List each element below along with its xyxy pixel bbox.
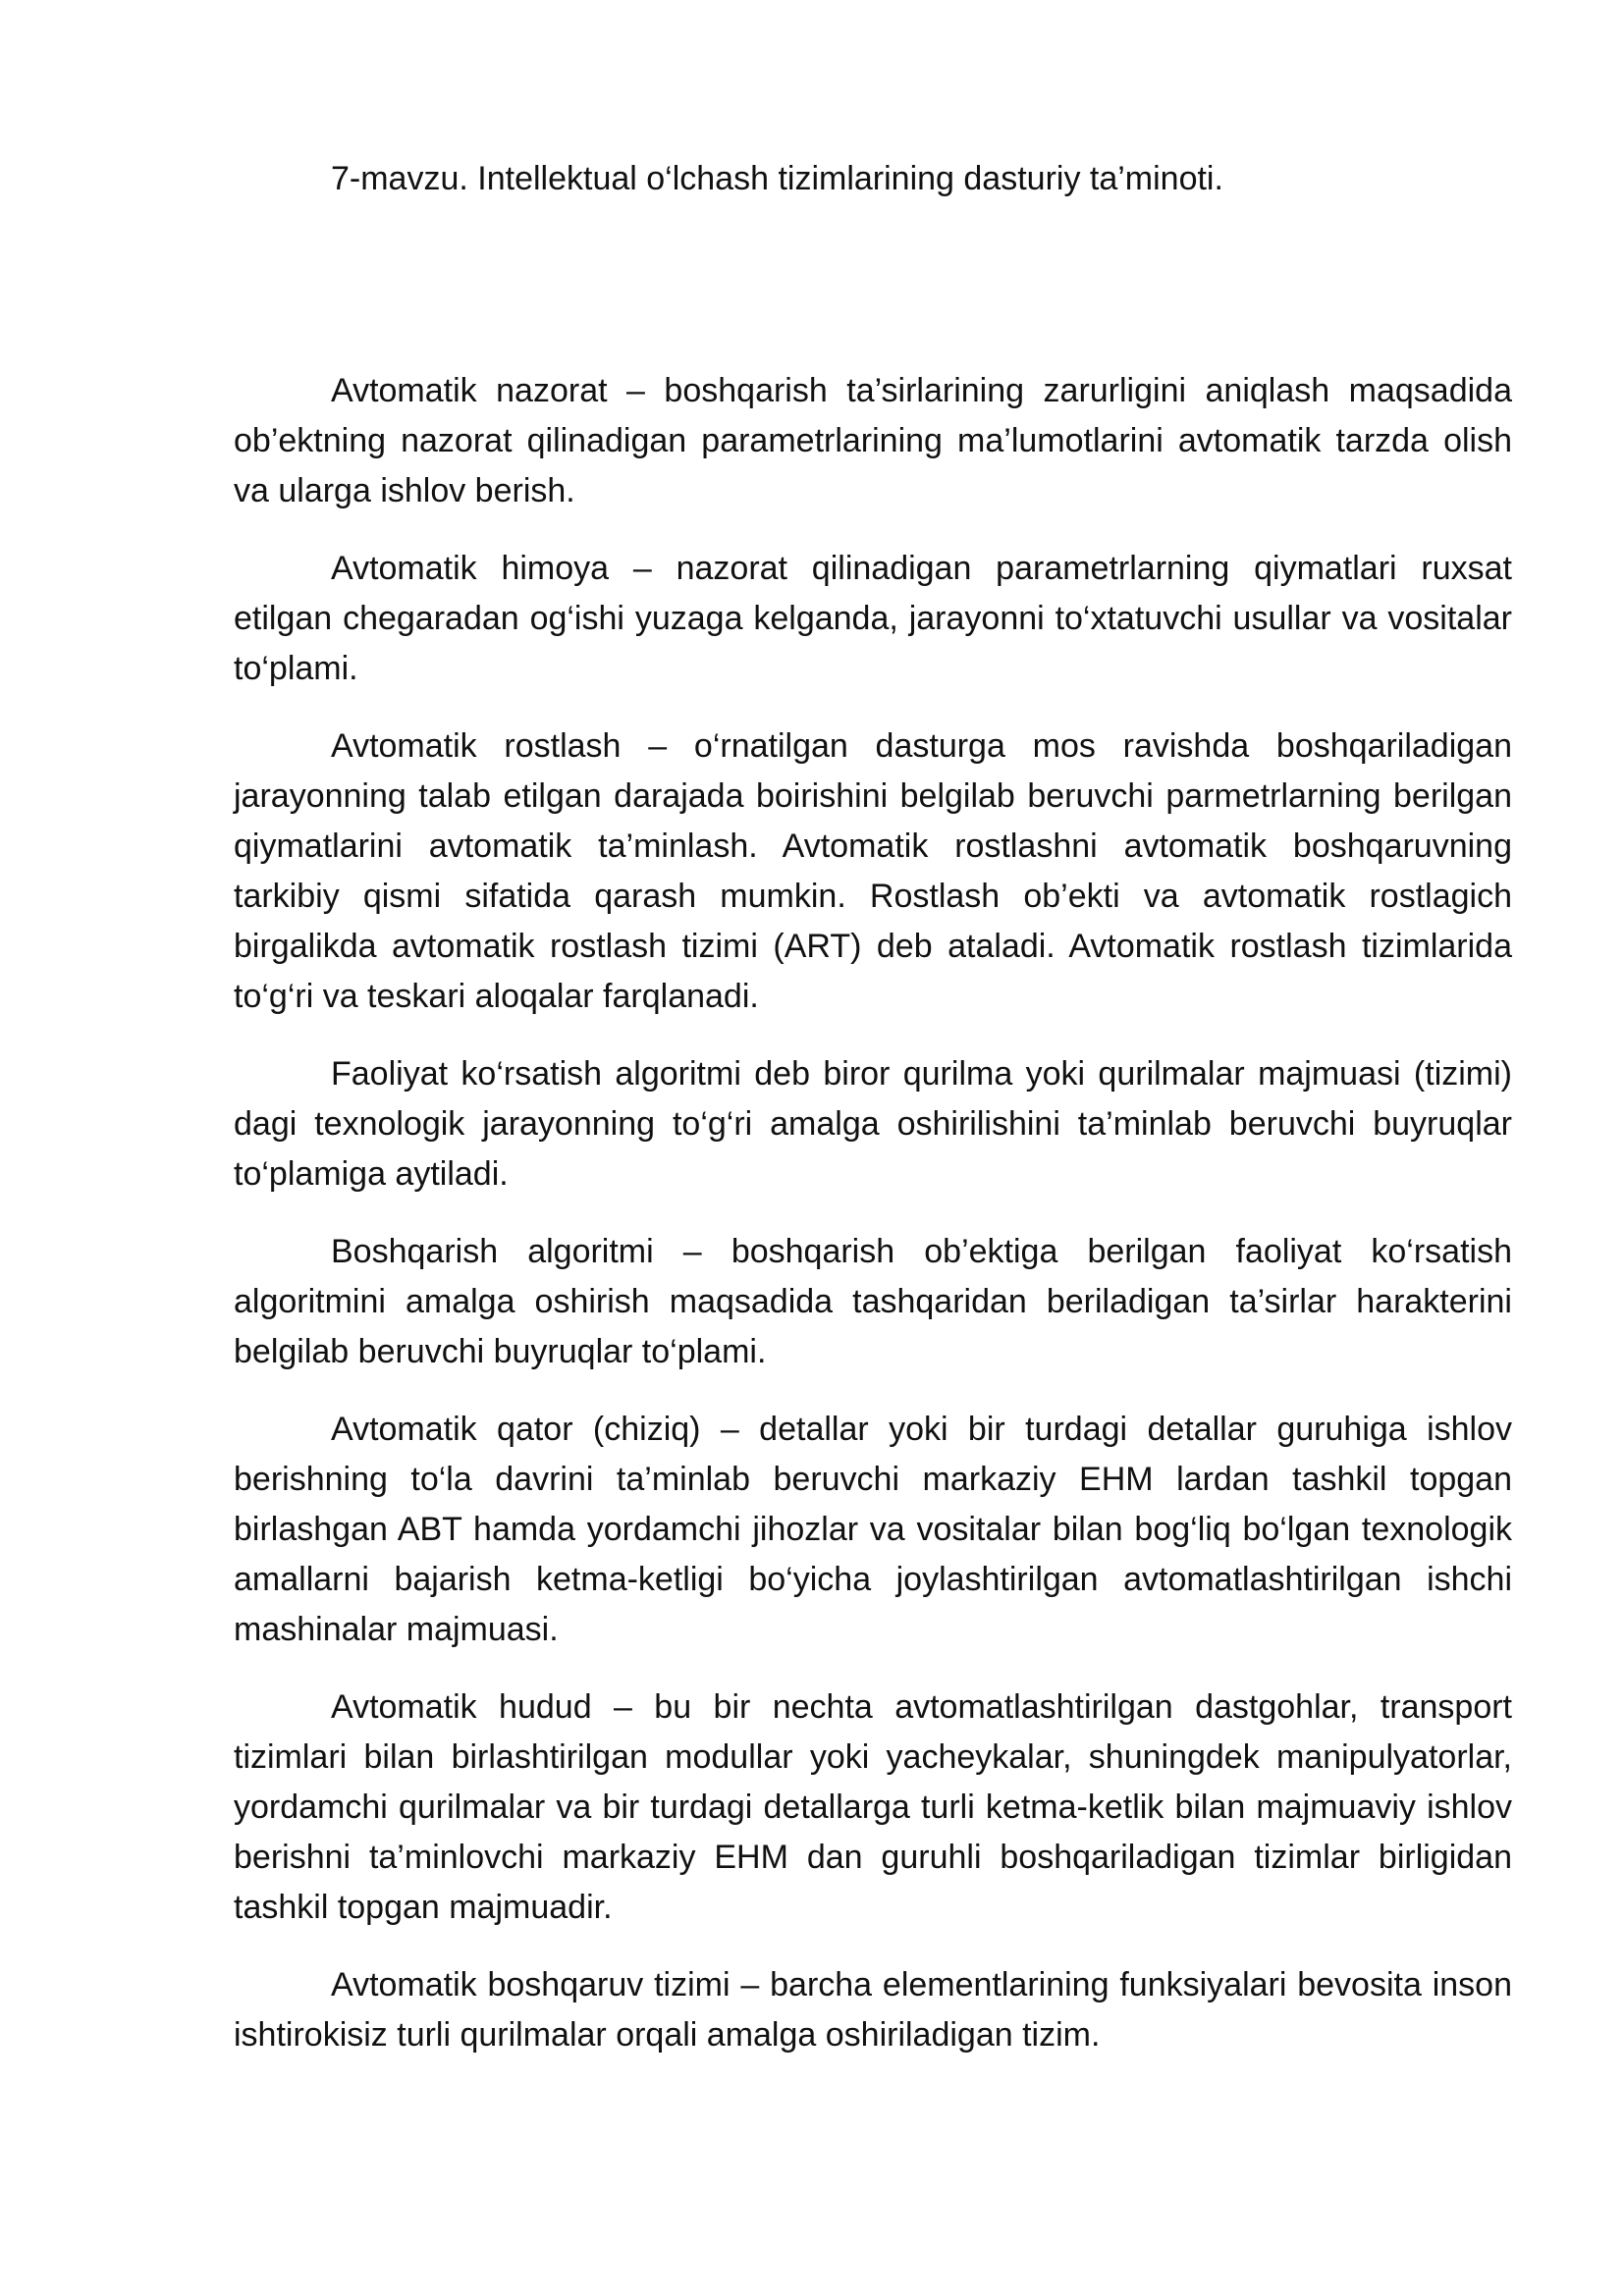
paragraph-avtomatik-qator: Avtomatik qator (chiziq) – detallar yoki bir turdagi detallar guruhiga ishlov berishning to‘la davrini ta’minlab beruvchi markaziy EHM lardan tashkil topgan birlashgan ABT hamda yordamchi jihozlar va vositalar bilan bog‘liq bo‘lgan texnologik amallarni bajarish ketma-ketligi bo‘yicha joylashtirilgan avtomatlashtirilgan ishchi mashinalar majmuasi. (234, 1411, 1512, 1648)
paragraph-faoliyat-algoritmi: Faoliyat ko‘rsatish algoritmi deb biror qurilma yoki qurilmalar majmuasi (tizimi) dagi texnologik jarayonning to‘g‘ri amalga oshirilishini ta’minlab beruvchi buyruqlar to‘plamiga aytiladi. (234, 1055, 1512, 1193)
paragraph-avtomatik-rostlash: Avtomatik rostlash – o‘rnatilgan dasturga mos ravishda boshqariladigan jarayonning talab etilgan darajada boirishini belgilab beruvchi parmetrlarning berilgan qiymatlarini avtomatik ta’minlash. Avtomatik rostlashni avtomatik boshqaruvning tarkibiy qismi sifatida qarash mumkin. Rostlash ob’ekti va avtomatik rostlagich birgalikda avtomatik rostlash tizimi (ART) deb ataladi. Avtomatik rostlash tizimlarida to‘g‘ri va teskari aloqalar farqlanadi. (234, 727, 1512, 1015)
paragraph-avtomatik-nazorat: Avtomatik nazorat – boshqarish ta’sirlarining zarurligini aniqlash maqsadida ob’ektning nazorat qilinadigan parametrlarining ma’lumotlarini avtomatik tarzda olish va ularga ishlov berish. (234, 372, 1512, 509)
paragraph-avtomatik-hudud: Avtomatik hudud – bu bir nechta avtomatlashtirilgan dastgohlar, transport tizimlari bilan birlashtirilgan modullar yoki yacheykalar, shuningdek manipulyatorlar, yordamchi qurilmalar va bir turdagi detallarga turli ketma-ketlik bilan majmuaviy ishlov berishni ta’minlovchi markaziy EHM dan guruhli boshqariladigan tizimlar birligidan tashkil topgan majmuadir. (234, 1688, 1512, 1926)
document-title: 7-mavzu. Intellektual o‘lchash tizimlarining dasturiy ta’minoti. (331, 160, 1223, 197)
paragraph-boshqarish-algoritmi: Boshqarish algoritmi – boshqarish ob’ektiga berilgan faoliyat ko‘rsatish algoritmini amalga oshirish maqsadida tashqaridan beriladigan ta’sirlar harakterini belgilab beruvchi buyruqlar to‘plami. (234, 1233, 1512, 1370)
paragraph-avtomatik-himoya: Avtomatik himoya – nazorat qilinadigan parametrlarning qiymatlari ruxsat etilgan chegaradan og‘ishi yuzaga kelganda, jarayonni to‘xtatuvchi usullar va vositalar to‘plami. (234, 550, 1512, 687)
paragraph-avtomatik-boshqaruv-tizimi: Avtomatik boshqaruv tizimi – barcha elementlarining funksiyalari bevosita inson ishtirokisiz turli qurilmalar orqali amalga oshiriladigan tizim. (234, 1966, 1512, 2054)
document-body (234, 366, 1512, 2088)
